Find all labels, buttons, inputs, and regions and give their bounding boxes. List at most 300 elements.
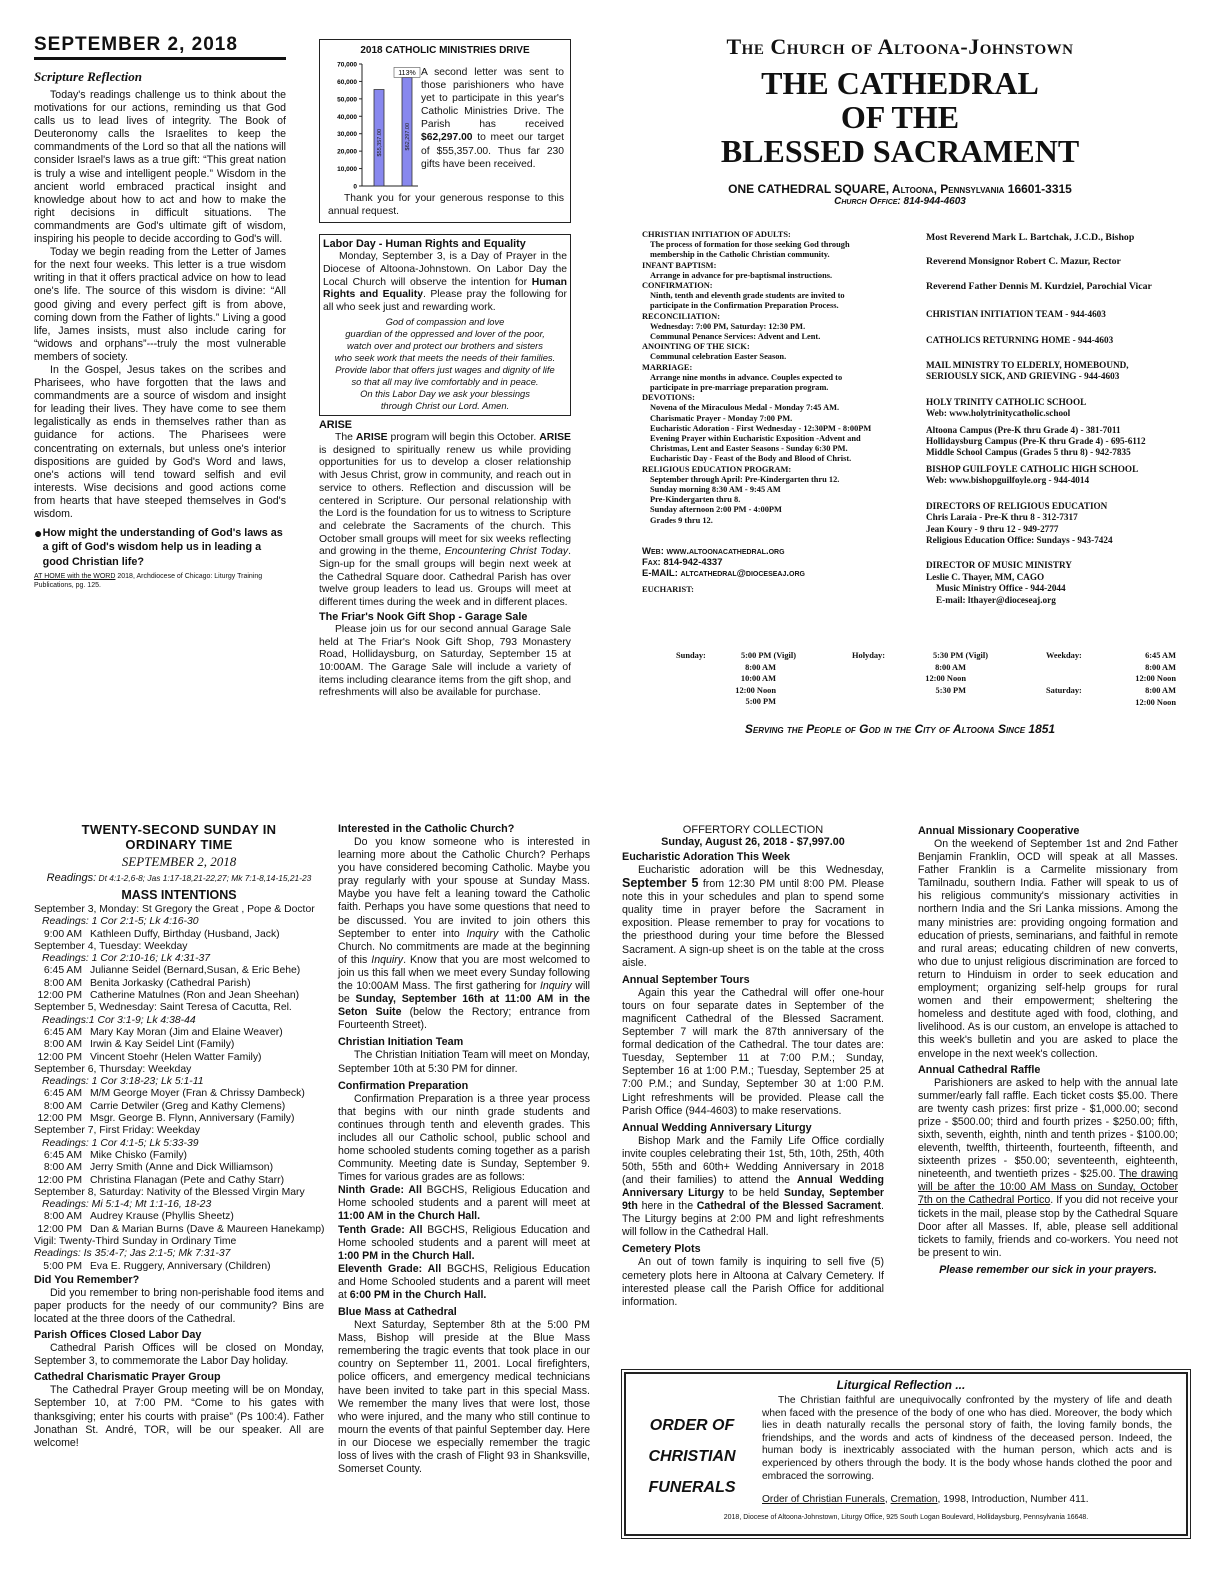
church-name: The Church of Altoona-Johnstown [726, 34, 1074, 59]
cite-1: Order of Christian Funerals [762, 1494, 885, 1505]
directory-detail: Evening Prayer within Eucharistic Exposition -Advent and [650, 434, 861, 444]
order-label-2: CHRISTIAN [648, 1448, 736, 1465]
y-tick-label: 40,000 [337, 113, 357, 121]
mass-intention-name: Christina Flanagan (Pete and Cathy Starr) [90, 1174, 285, 1186]
hollidaysburg-campus: Hollidaysburg Campus (Pre-K thru Grade 4) - 695-6112 [926, 436, 1146, 447]
mass-intention [34, 1211, 324, 1223]
question-text: How might the understanding of God's laws as a gift of God's wisdom help us in leading a good Christian life? [42, 527, 283, 568]
liturgical-reflection-box [624, 1372, 1188, 1536]
mass-time: 12:00 PM [37, 990, 82, 1002]
liturgical-reflection-title: Liturgical Reflection ... [836, 1378, 966, 1392]
mass-day: September 6, Thursday: Weekday [34, 1063, 192, 1075]
holy-trinity-web[interactable]: Web: www.holytrinitycatholic.school [926, 408, 1071, 419]
wed-c: to be held [723, 1187, 784, 1200]
mass-time: 12:00 PM [37, 1051, 82, 1063]
mass-time: 6:45 AM [43, 1088, 82, 1100]
wed-d: Sunday, September 9th [622, 1187, 884, 1213]
mass-day: September 4, Tuesday: Weekday [34, 940, 188, 952]
drive-text-2: to meet our target of $55,357.00. Thus far 230 gifts have been received. [421, 132, 564, 170]
cemetery-title: Cemetery Plots [622, 1243, 701, 1256]
directory-list [642, 230, 942, 526]
adoration-text [622, 864, 884, 970]
offertory-title: OFFERTORY COLLECTION [682, 824, 824, 836]
bishop: Most Reverend Mark L. Bartchak, J.C.D., Bishop [926, 232, 1135, 243]
mass-intention-name: Julianne Seidel (Bernard,Susan, & Eric Behe) [90, 965, 301, 977]
clergy-staff [926, 232, 1196, 606]
music-ministry-office: Music Ministry Office - 944-2044 [936, 583, 1066, 594]
raffle-title: Annual Cathedral Raffle [918, 1063, 1041, 1076]
directory-heading: MARRIAGE: [642, 362, 693, 372]
mass-intention-name: Carrie Detwiler (Greg and Kathy Clemens) [90, 1100, 286, 1112]
adore-a: Eucharistic adoration will be this Wednesday, [638, 864, 884, 876]
mass-intention [34, 1224, 324, 1236]
mass-intention-name: Msgr. George B. Flynn, Anniversary (Family) [90, 1113, 295, 1125]
christian-initiation-team: CHRISTIAN INITIATION TEAM - 944-4603 [926, 309, 1106, 320]
directory-detail: participate in the Confirmation Preparation Process. [650, 301, 839, 311]
ministries-drive-title: 2018 CATHOLIC MINISTRIES DRIVE [360, 45, 530, 56]
directory-detail: The process of formation for those seeking God through [650, 240, 850, 250]
mass-time: 5:00 PM (Vigil) [740, 651, 796, 660]
directory-heading: CONFIRMATION: [642, 281, 713, 291]
bar-value-label: $55,357.00 [377, 128, 383, 157]
interested-title: Interested in the Catholic Church? [338, 823, 515, 835]
mass-intention-name: Irwin & Kay Seidel Lint (Family) [90, 1039, 235, 1051]
drive-received: $62,297.00 [421, 132, 473, 144]
bulletin-date: SEPTEMBER 2, 2018 [34, 34, 286, 60]
confirmation-title: Confirmation Preparation [338, 1079, 469, 1092]
mass-readings: Readings: Is 35:4-7; Jas 2:1-5; Mk 7:31-37 [34, 1248, 231, 1260]
weekday-label: Weekday: [1046, 651, 1082, 660]
reflection-text: The Christian faithful are unequivocally confronted by the mystery of life and death when faced with the presence of the body of one who has died. Moreover, the body which lies in death naturally recalls the personal story of faith, the loving family bonds, the friendships, and the words and acts of kindness of the deceased person. Indeed, the human body is inextricably associated with the human person, which acts and is experienced by others through the body. It is the body whose hands clothed the poor and embraced the sorrowing. [762, 1395, 1172, 1482]
sunday-times [720, 650, 796, 708]
mass-readings: Readings: Mi 5:1-4; Mt 1:1-16, 18-23 [42, 1199, 212, 1211]
readings-label: Readings: [46, 872, 97, 884]
directory-detail: membership in the Catholic Christian community. [650, 250, 830, 260]
inquiry-date: Sunday, September 16th at 11:00 AM in the Seton Suite [338, 993, 590, 1019]
mass-time: 8:00 AM [43, 1100, 82, 1112]
cathedral-name-3: BLESSED SACRAMENT [720, 133, 1080, 169]
inquiry-column [338, 822, 590, 1476]
mail-ministry-2: SERIOUSLY SICK, AND GRIEVING - 944-4603 [926, 371, 1120, 382]
directory-detail: Sunday afternoon 2:00 PM - 4:00PM [650, 505, 782, 515]
church-office-phone: Church Office: 814-944-4603 [834, 196, 966, 207]
mass-intention [34, 1113, 324, 1125]
directory-detail: Pre-Kindergarten thru 8. [650, 495, 741, 505]
source-citation [34, 572, 286, 590]
ninth-text: BGCHS, Religious Education and Home schooled students and a parent will meet at [338, 1184, 590, 1210]
directors-religious-education: DIRECTORS OF RELIGIOUS EDUCATION [926, 500, 1108, 511]
order-label [632, 1410, 752, 1503]
mass-time: 8:00 AM [935, 662, 966, 672]
holyday-times [898, 650, 988, 696]
mass-readings: Readings: 1 Cor 3:18-23; Lk 5:1-11 [42, 1076, 204, 1088]
y-tick-label: 50,000 [337, 96, 357, 104]
labor-day-title: Labor Day - Human Rights and Equality [323, 238, 526, 250]
eleventh-text: BGCHS, Religious Education and Home Schooled students and a parent will meet at [338, 1262, 591, 1301]
prayer-line: God of compassion and love [385, 315, 505, 327]
labor-text-c: . Please pray the following for all who seek just and rewarding work. [323, 289, 567, 314]
mass-intention [34, 990, 324, 1002]
directory-detail: Grades 9 thru 12. [650, 515, 713, 525]
parish-directory [642, 230, 942, 595]
chris-laraia: Chris Laraia - Pre-K thru 8 - 312-7317 [926, 512, 1078, 523]
prayer-line: who seek work that meets the needs of their families. [334, 351, 556, 363]
mass-time: 8:00 AM [43, 1211, 82, 1223]
directory-detail: September through April: Pre-Kindergarten thru 12. [650, 474, 840, 484]
drive-thanks: Thank you for your generous response to this annual request. [328, 193, 564, 218]
mass-intentions-list [34, 904, 324, 1273]
tenth-text: BGCHS, Religious Education and Home schooled students and a parent will meet at [338, 1223, 591, 1249]
mass-intention-name: Audrey Krause (Phyllis Sheetz) [90, 1211, 234, 1223]
reflection-citation [762, 1494, 1089, 1505]
reflection-paragraph-2: Today we begin reading from the Letter of James for the next four weeks. This letter is a true wisdom writing in that it offers practical advice on how to lead one's life. The source of this wisdom is divine: “All good giving and every perfect gift is from above, coming down from the Father of lights.” Living a good life, James insists, must also include caring for “widows and orphans”---truly the most vulnerable members of society. [34, 246, 286, 363]
cathedral-name-1: THE CATHEDRAL [761, 65, 1039, 101]
altoona-campus: Altoona Campus (Pre-K thru Grade 4) - 381-7011 [926, 424, 1121, 435]
weekday-times [1096, 650, 1176, 685]
wedding-text [622, 1135, 884, 1240]
friar-text: Please join us for our second annual Garage Sale held at The Friar's Nook Gift Shop, 793 Monastery Road, Hollidaysburg, on Saturday, September 15 at 10:00AM. The Garage Sale will include a variety of items including clearance items from the gift shop, and refreshments will also be available for purchase. [319, 623, 571, 699]
mass-intention-name: Kathleen Duffy, Birthday (Husband, Jack) [90, 928, 280, 940]
prayer-line: guardian of the oppressed and lover of the poor, [345, 327, 545, 339]
inquiry-word: Inquiry [539, 980, 572, 993]
order-label-1: ORDER OF [649, 1417, 735, 1434]
charismatic-title: Cathedral Charismatic Prayer Group [34, 1371, 221, 1384]
directory-detail: Novena of the Miraculous Medal - Monday 7:45 AM. [650, 403, 840, 413]
adore-c: from 12:30 PM until 8:00 PM. Please note this in your schedules and plan to spend some quality time in prayer before the Sacrament in exposition. Please remember to pray for vocations to the priesthood during your time before the Blessed Sacrament. A sign-up sheet is on the table at the cross aisle. [622, 878, 884, 969]
leslie-thayer: Leslie C. Thayer, MM, CAGO [926, 571, 1045, 582]
mass-intention-name: M/M George Moyer (Fran & Chrissy Dambeck) [90, 1088, 305, 1100]
mass-intention [34, 1162, 324, 1174]
ministries-drive-text [421, 66, 564, 171]
mass-intention [34, 978, 324, 990]
directory-detail: Communal Penance Services: Advent and Lent. [650, 332, 821, 342]
raffle-text [918, 1077, 1178, 1260]
interested-c: . Know that you are most welcomed to join us this fall when we meet every Sunday following the 10:00AM Mass. The first gathering for [338, 953, 590, 993]
interested-d: will be [338, 980, 591, 1006]
sick-prayer-note: Please remember our sick in your prayers. [939, 1263, 1157, 1276]
mass-intention [34, 929, 324, 941]
prayer-line: watch over and protect our brothers and sisters [347, 339, 543, 351]
arise-b: ARISE [355, 431, 388, 443]
reflection-paragraph-1: Today's readings challenge us to think about the motivations for our actions, reminding us that God calls us to lead lives of integrity. The Book of Deuteronomy calls the Israelites to keep the commandments of the Lord so that all the nations will consider Israel's laws as a true gift: “This great nation is truly a wise and intelligent people.” Wisdom in the ancient world embraced practical insight and knowledge about how to act and how to make the right decisions in difficult situations. The commandments are God's ultimate gift of wisdom, inspiring his people to decide according to God's will. [34, 89, 286, 246]
arise-a: The [335, 431, 356, 443]
parochial-vicar: Reverend Father Dennis M. Kurdziel, Parochial Vicar [926, 280, 1152, 292]
mass-intention [34, 1150, 324, 1162]
saturday-label: Saturday: [1046, 686, 1082, 695]
email-address[interactable]: E-MAIL: altcathedral@dioceseaj.org [642, 567, 805, 579]
interested-a: Do you know someone who is interested in learning more about the Catholic Church? Perhaps you have considered becoming Catholic. Maybe you pray regularly with your spouse at Sunday Mass. Maybe you have felt a leaning toward the Catholic faith. Perhaps you have some questions that need to be discussed. You are invited to join others this September to enter into [338, 836, 590, 940]
interested-e: (below the Rectory; entrance from Fourteenth Street). [338, 1006, 590, 1032]
holy-trinity-school: HOLY TRINITY CATHOLIC SCHOOL [926, 396, 1087, 407]
bullet-icon: ● [34, 525, 43, 542]
jean-koury: Jean Koury - 9 thru 12 - 949-2777 [926, 523, 1059, 534]
mass-time: 12:00 PM [37, 1174, 82, 1186]
mass-intention-name: Dan & Marian Burns (Dave & Maureen Hanekamp) [90, 1223, 325, 1235]
contact-block [642, 546, 942, 579]
masthead [610, 34, 1190, 207]
mass-intention [34, 1027, 324, 1039]
raffle-a: Parishioners are asked to help with the annual late summer/early fall raffle. Each ticket costs $5.00. There are twenty cash prizes: first prize - $1,000.00; second prize - $500.00; third and fourth prizes - $250.00; fifth, sixth, seventh, eighth, ninth and tenth prizes - $100.00; eleventh, twelfth, thirteenth, fourteenth, fifteenth, and sixteenth prizes - $50.00; seventeenth, eighteenth, nineteenth, and twentieth prizes - $25.00. [918, 1076, 1178, 1181]
directory-heading: ANOINTING OF THE SICK: [642, 342, 750, 352]
interested-b: with the Catholic Church. No commitments are made at the beginning of this [338, 927, 591, 966]
mass-day: September 8, Saturday: Nativity of the Blessed Virgin Mary [34, 1186, 305, 1198]
fax-number: Fax: 814-942-4337 [642, 556, 723, 568]
mass-readings: Readings: 1 Cor 2:1-5; Lk 4:16-30 [42, 916, 199, 928]
arise-text [319, 432, 571, 610]
mass-time: 12:00 Noon [735, 685, 776, 695]
ministries-drive-chart [322, 56, 422, 192]
wed-b: Annual Wedding Anniversary Liturgy [622, 1173, 884, 1200]
mass-time: 6:45 AM [43, 965, 82, 977]
sunday-label: Sunday: [676, 651, 706, 660]
mass-time: 6:45 AM [43, 1026, 82, 1038]
mass-intention [34, 1175, 324, 1187]
prayer-line: so that all may live comfortably and in peace. [351, 375, 539, 387]
mass-time: 8:00 AM [43, 1162, 82, 1174]
arise-title: ARISE [319, 418, 352, 431]
drive-text-1: A second letter was sent to those parishioners who have yet to participate in this year's Catholic Ministries Drive. The Parish has received [421, 67, 564, 131]
mass-intention [34, 1261, 324, 1273]
eleventh-time: 6:00 PM in the Church Hall. [349, 1289, 487, 1301]
inquiry-word: Inquiry [466, 927, 499, 940]
mass-readings: Readings: 1 Cor 2:10-16; Lk 4:31-37 [42, 953, 211, 965]
mass-time: 6:45 AM [43, 1149, 82, 1161]
readings-list: Dt 4:1-2,6-8; Jas 1:17-18,21-22,27; Mk 7:1-8,14-15,21-23 [96, 873, 312, 883]
cit-title: Christian Initiation Team [338, 1036, 464, 1049]
labor-day-text [323, 251, 567, 315]
source-title: AT HOME with the WORD [34, 572, 116, 580]
arise-e: is designed to spiritually renew us while providing opportunities for us to develop a closer relationship with Jesus Christ, grow in community, and reach out in service to others. Reflection and discussion will be centered in Scripture. Our personal relationship with the Lord is the foundation for us to witness to Scripture and celebrate the Sacraments of the church. This October small groups will meet for six weeks reflecting and growing in the theme, [319, 444, 571, 558]
scripture-reflection-heading: Scripture Reflection [34, 69, 142, 84]
confirmation-text: Confirmation Preparation is a three year process that begins with our ninth grade students and continues through tenth and eleventh grades. This includes all our Catholic school, public school and home schooled students coming together as a parish Community. Meeting date is Sunday, September 9. Times for various grades are as follows: [338, 1092, 590, 1184]
y-tick-label: 70,000 [337, 61, 357, 69]
directory-heading: CHRISTIAN INITIATION OF ADULTS: [642, 230, 791, 239]
order-label-3: FUNERALS [648, 1479, 736, 1496]
blue-mass-title: Blue Mass at Cathedral [338, 1306, 457, 1319]
arise-theme: Encountering Christ Today [444, 546, 569, 558]
directory-detail: Eucharistic Day - Feast of the Body and Blood of Christ. [650, 454, 852, 464]
ministries-drive-box [319, 39, 571, 223]
tours-text: Again this year the Cathedral will offer one-hour tours on four separate dates in September of the magnificent Cathedral of the Blessed Sacrament. September 7 will mark the 87th anniversary of the formal dedication of the Cathedral. The tour dates are: Tuesday, September 11 at 7:00 P.M.; Sunday, September 16 at 1:00 P.M.; Tuesday, September 25 at 7:00 P.M.; and Sunday, September 30 at 1:00 P.M. Light refreshments will be provided. Please call the Parish Office (944-4603) to make reservations. [622, 986, 884, 1117]
directory-detail: Charismatic Prayer - Monday 7:00 PM. [650, 413, 793, 423]
reflection-paragraph-3: In the Gospel, Jesus takes on the scribes and Pharisees, who have forgotten that the laws and commandments are a source of wisdom and insight for leading their lives. They have come to see them legalistically as ends in themselves rather than as guidance for actions. The Pharisees were concentrating on externals, but unless one's interior dispositions are guided by God's Word and laws, one's actions will tend toward selfish and evil interests. Wise decisions and good actions come from hearts that have steeped themselves in God's wisdom. [34, 363, 286, 520]
mass-day: September 5, Wednesday: Saint Teresa of Cacutta, Rel. [34, 1002, 292, 1014]
wedding-title: Annual Wedding Anniversary Liturgy [622, 1121, 812, 1134]
mass-time: 5:30 PM (Vigil) [932, 651, 988, 660]
missionary-text: On the weekend of September 1st and 2nd Father Benjamin Franklin, OCD will speak at all Masses. Father Franklin is a Carmelite missionary from Tamilnadu, southern India. Father will speak to us of his religious community's missionary activities in northern India and the Sri Lanka missions. Among the many ministries are: providing ongoing formation and education of priests, seminarians, and faithful in remote and rural areas; educating children of new converts, who due to unjust religious discrimination are forced to return to Hinduism in order to seek education and employment; organizing self-help groups for rural women and their empowerment; sheltering the homeless and destitute aged with food, clothing, and livelihood. As is our custom, an envelope is attached to this week's bulletin and you are asked to place the envelope in the next week's collection. [918, 838, 1178, 1060]
offertory-column [622, 824, 884, 1309]
labor-intention: Human Rights and Equality [323, 276, 567, 301]
adoration-title: Eucharistic Adoration This Week [622, 851, 790, 863]
y-tick-label: 10,000 [337, 166, 357, 174]
raffle-drawing: The drawing will be after the 10:00 AM Mass on Sunday, October 7th on the Cathedral Portico [918, 1168, 1178, 1207]
mass-intentions-title: MASS INTENTIONS [121, 888, 237, 902]
y-tick-label: 60,000 [337, 78, 357, 86]
middle-top-column [319, 234, 571, 700]
mass-intention-name: Eva E. Ruggery, Anniversary (Children) [90, 1260, 271, 1272]
offices-closed-title: Parish Offices Closed Labor Day [34, 1329, 202, 1342]
tours-title: Annual September Tours [622, 973, 750, 986]
tenth-time: 1:00 PM in the Church Hall. [338, 1249, 475, 1262]
y-tick-label: 0 [353, 183, 357, 191]
director-music-ministry: DIRECTOR OF MUSIC MINISTRY [926, 560, 1072, 571]
mass-day: September 3, Monday: St Gregory the Great , Pope & Doctor [34, 904, 315, 915]
middle-school-campus: Middle School Campus (Grades 5 thru 8) - 942-7835 [926, 447, 1131, 458]
mass-time: 5:00 PM [745, 697, 776, 707]
missionary-column [918, 824, 1178, 1276]
offertory-amount: Sunday, August 26, 2018 - $7,997.00 [661, 836, 845, 848]
sunday-title-1: TWENTY-SECOND SUNDAY IN [81, 822, 277, 837]
mass-readings: Readings: 1 Cor 4:1-5; Lk 5:33-39 [42, 1137, 199, 1149]
rector: Reverend Monsignor Robert C. Mazur, Rector [926, 256, 1121, 268]
mass-time: 8:00 AM [43, 977, 82, 989]
mass-time: 8:00 AM [1145, 686, 1176, 695]
scripture-column [34, 34, 286, 590]
mass-intention [34, 1039, 324, 1051]
mass-time: 10:00 AM [740, 674, 776, 684]
eleventh-label: Eleventh Grade: [338, 1262, 423, 1275]
percent-annotation: 113% [398, 69, 416, 77]
mass-time: 12:00 Noon [1135, 674, 1176, 684]
mass-time: 8:00 AM [1145, 662, 1176, 672]
labor-text-a: Monday, September 3, is a Day of Prayer in the Diocese of Altoona-Johnstown. On Labor Day the Local Church will observe the intention for [323, 251, 567, 288]
directory-heading: DEVOTIONS: [642, 393, 695, 403]
cite-sep: , [884, 1494, 891, 1505]
mass-intention [34, 1088, 324, 1100]
prayer-line: Provide labor that offers just wages and dignity of life [335, 363, 555, 375]
bishop-guilfoyle-web[interactable]: Web: www.bishopguilfoyle.org - 944-4014 [926, 475, 1090, 486]
mail-ministry-1: MAIL MINISTRY TO ELDERLY, HOMEBOUND, [926, 360, 1129, 371]
prayer-line: through Christ our Lord. Amen. [380, 399, 510, 411]
blue-mass-text: Next Saturday, September 8th at the 5:00 PM Mass, Bishop will preside at the Blue Mass remembering the tragic events that took place in our country on September 11, 2001. Local firefighters, police officers, and emergency medical technicians have been invited to take part in this special Mass. We remember the many lives that were lost, those who were injured, and the many who still continue to mourn the events of that painful September day. Here in our Diocese we especially remember the tragic loss of lives with the crash of Flight 93 in Shanksville, Somerset County. [338, 1319, 590, 1476]
mass-intention [34, 1052, 324, 1064]
remember-title: Did You Remember? [34, 1273, 140, 1286]
cite-rest: , 1998, Introduction, Number 411. [937, 1494, 1089, 1505]
ninth-time: 11:00 AM in the Church Hall. [338, 1210, 481, 1223]
friar-title: The Friar's Nook Gift Shop - Garage Sale [319, 610, 528, 623]
directory-detail: Ninth, tenth and eleventh grade students are invited to [650, 291, 845, 301]
tenth-grade [338, 1224, 590, 1263]
directory-detail: Arrange in advance for pre-baptismal instructions. [650, 270, 833, 280]
mass-intention-name: Vincent Stoehr (Helen Watter Family) [90, 1051, 262, 1063]
mass-intention-name: Jerry Smith (Anne and Dick Williamson) [90, 1162, 274, 1174]
tenth-all: All [404, 1223, 423, 1236]
directory-detail: participate in pre-marriage preparation program. [650, 383, 829, 393]
cathedral-name-2: OF THE [840, 99, 960, 135]
reflection-question [34, 526, 286, 569]
mass-readings: Readings:1 Cor 3:1-9; Lk 4:38-44 [42, 1014, 196, 1026]
wed-g: . The Liturgy begins at 2:00 PM and light refreshments will follow in the Cathedral Hall. [622, 1200, 884, 1239]
y-tick-label: 20,000 [337, 148, 357, 156]
mass-intention-name: Catherine Matulnes (Ron and Jean Sheehan) [90, 990, 300, 1002]
mass-intention-name: Benita Jorkasky (Cathedral Parish) [90, 977, 251, 989]
mass-time: 12:00 PM [37, 1113, 82, 1125]
mass-time: 8:00 AM [43, 1039, 82, 1051]
arise-c: program will begin this October. [387, 431, 540, 443]
eucharist-schedule [676, 650, 1176, 712]
labor-day-prayer [323, 316, 567, 412]
arise-d: ARISE [539, 431, 571, 443]
missionary-title: Annual Missionary Cooperative [918, 825, 1080, 837]
cathedral-address: ONE CATHEDRAL SQUARE, Altoona, Pennsylvania 16601-3315 [728, 182, 1072, 196]
mass-time: 6:45 AM [1145, 651, 1176, 660]
sunday-title-2: ORDINARY TIME [125, 837, 233, 852]
eucharist-label: EUCHARIST: [642, 584, 694, 594]
directory-detail: Christmas, Lent and Easter Seasons - Sunday 6:30 PM. [650, 444, 848, 454]
directory-heading: INFANT BAPTISM: [642, 260, 717, 270]
web-address[interactable]: Web: www.altoonacathedral.org [642, 545, 785, 557]
labor-day-box [319, 234, 571, 416]
mass-day: Vigil: Twenty-Third Sunday in Ordinary Time [34, 1236, 237, 1248]
cemetery-text: An out of town family is inquiring to sell five (5) cemetery plots here in Altoona at Calvary Cemetery. If interested please call the Parish Office for additional information. [622, 1256, 884, 1308]
directory-heading: RECONCILIATION: [642, 311, 721, 321]
mass-time: 12:00 PM [37, 1223, 82, 1235]
mass-time: 8:00 AM [745, 662, 776, 672]
cite-2: Cremation [890, 1494, 938, 1505]
holyday-label: Holyday: [852, 651, 886, 660]
mass-intention-name: Mike Chisko (Family) [90, 1149, 187, 1161]
charismatic-text: The Cathedral Prayer Group meeting will be on Monday, September 10, at 7:00 PM. “Come to his gates with thanksgiving; enter his courts with praise” (Ps 100:4). Father Jonathan St. André, TOR, will be our speaker. All are welcome! [34, 1384, 324, 1449]
ninth-label: Ninth Grade: [338, 1184, 404, 1197]
mass-time: 5:00 PM [43, 1260, 82, 1272]
tenth-label: Tenth Grade: [338, 1223, 405, 1236]
wed-f: Cathedral of the Blessed Sacrament [696, 1200, 882, 1213]
mass-intention [34, 965, 324, 977]
mass-intention-name: Mary Kay Moran (Jim and Elaine Weaver) [90, 1026, 283, 1038]
raffle-b: . If you did not receive your tickets in the mail, please stop by the Cathedral Square Door after all Masses. If, able, please sell additional tickets to family, friends and co-workers. You need not be present to win. [918, 1194, 1178, 1259]
saturday-times [1096, 685, 1176, 708]
ninth-grade [338, 1184, 590, 1223]
inquiry-word: Inquiry [371, 953, 404, 966]
directory-detail: Wednesday: 7:00 PM, Saturday: 12:30 PM. [650, 321, 806, 331]
bar-value-label: $62,297.00 [405, 122, 411, 151]
religious-education-office: Religious Education Office: Sundays - 943-7424 [926, 534, 1113, 545]
sunday-readings [34, 872, 324, 884]
mass-intention [34, 1101, 324, 1113]
cit-text: The Christian Initiation Team will meet on Monday, September 10th at 5:30 PM for dinner. [338, 1049, 590, 1075]
remember-text: Did you remember to bring non-perishable food items and paper products for the needy of our community? Bins are located at the three doors of the Cathedral. [34, 1286, 324, 1326]
sunday-date: SEPTEMBER 2, 2018 [121, 854, 237, 869]
wed-a: Bishop Mark and the Family Life Office cordially invite couples celebrating their 1st, 5th, 10th, 25th, 40th 50th, 55th and 60th+ Wedding Anniversary in 2018 (and their families) to attend the [622, 1134, 884, 1186]
source-details: 2018, Archdiocese of Chicago: Liturgy Training Publications, pg. 125. [34, 572, 263, 589]
directory-detail: Communal celebration Easter Season. [650, 352, 787, 362]
sunday-column [34, 822, 324, 1450]
offices-closed-text: Cathedral Parish Offices will be closed on Monday, September 3, to commemorate the Labor Day holiday. [34, 1342, 324, 1368]
music-ministry-email[interactable]: E-mail: lthayer@dioceseaj.org [936, 594, 1056, 605]
directory-detail: Sunday morning 8:30 AM - 9:45 AM [650, 485, 781, 495]
directory-detail: Arrange nine months in advance. Couples expected to [650, 372, 843, 382]
mass-time: 12:00 Noon [1135, 697, 1176, 707]
directory-detail: Eucharistic Adoration - First Wednesday - 12:30PM - 8:00PM [650, 423, 872, 433]
eleventh-grade [338, 1263, 590, 1302]
mass-time: 9:00 AM [43, 928, 82, 940]
mass-day: September 7, First Friday: Weekday [34, 1125, 201, 1137]
arise-g: . Sign-up for the small groups will begin next week at the Cathedral Square door. Cathedral Parish has over twelve group leaders to lead us. Groups will meet at different times during the week and in different places. [319, 546, 571, 609]
directory-heading: RELIGIOUS EDUCATION PROGRAM: [642, 464, 792, 474]
y-tick-label: 30,000 [337, 131, 357, 139]
mass-time: 5:30 PM [935, 685, 966, 695]
reflection-footer: 2018, Diocese of Altoona-Johnstown, Liturgy Office, 925 South Logan Boulevard, Hollidaysburg, Pennsylvania 16648. [723, 1514, 1089, 1521]
mass-time: 12:00 Noon [925, 674, 966, 684]
ninth-all: All [403, 1184, 422, 1197]
catholics-returning-home: CATHOLICS RETURNING HOME - 944-4603 [926, 334, 1114, 345]
bishop-guilfoyle: BISHOP GUILFOYLE CATHOLIC HIGH SCHOOL [926, 463, 1139, 474]
wed-e: here in the [637, 1200, 697, 1213]
interested-text [338, 836, 590, 1032]
prayer-line: On this Labor Day we ask your blessings [360, 387, 530, 399]
serving-tagline: Serving the People of God in the City of Altoona Since 1851 [744, 722, 1056, 736]
eleventh-all: All [422, 1262, 442, 1275]
